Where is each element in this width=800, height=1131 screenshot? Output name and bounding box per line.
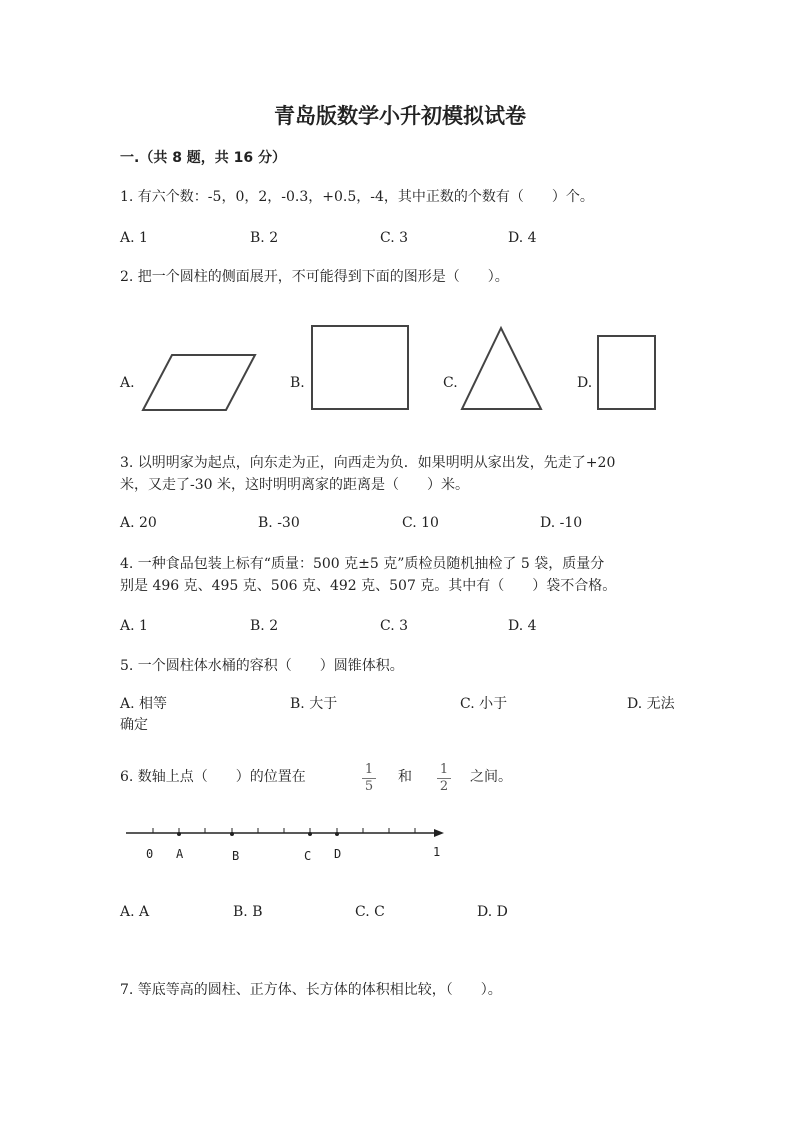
number-line-label-d: D [334,847,342,861]
question-5: 5. 一个圆柱体水桶的容积（ ）圆锥体积。 [120,658,404,674]
q6-option-c: C. C [355,904,385,920]
fraction-denominator: 2 [439,779,449,794]
q4-option-b: B. 2 [250,618,279,634]
q1-option-c: C. 3 [380,230,409,246]
fraction-denominator: 5 [364,779,374,794]
question-3-line2: 米，又走了-30 米，这时明明离家的距离是（ ）米。 [120,477,469,493]
q6-option-a: A. A [120,904,150,920]
square-shape [312,326,408,409]
q5-option-d: D. 无法 [627,696,675,712]
q2-option-d: D. [577,375,593,391]
number-line-label-b: B [232,849,240,863]
number-line-label-1: 1 [433,845,441,859]
question-6-text: 6. 数轴上点（ ）的位置在 [120,769,306,785]
q5-option-c: C. 小于 [460,696,508,712]
q2-option-a: A. [120,375,135,391]
rectangle-shape [598,336,655,409]
question-3-line1: 3. 以明明家为起点，向东走为正，向西走为负．如果明明从家出发，先走了+20 [120,455,616,471]
question-6-end: 之间。 [470,769,512,785]
parallelogram-shape [143,355,255,410]
q5-option-d-wrap: 确定 [120,717,148,733]
question-6-and: 和 [398,769,412,785]
q4-option-c: C. 3 [380,618,409,634]
question-7: 7. 等底等高的圆柱、正方体、长方体的体积相比较，（ ）。 [120,982,502,998]
number-line-label-a: A [176,847,184,861]
q5-option-a: A. 相等 [120,696,168,712]
q2-option-b: B. [290,375,305,391]
number-line-label-c: C [304,849,312,863]
fraction-numerator: 1 [437,762,451,779]
q3-option-d: D. -10 [540,515,583,531]
section-heading: 一.（共 8 题，共 16 分） [120,150,287,166]
fraction-one-fifth [362,762,376,795]
q4-option-d: D. 4 [508,618,537,634]
q3-option-a: A. 20 [120,515,157,531]
q6-option-b: B. B [233,904,263,920]
q4-option-a: A. 1 [120,618,148,634]
number-line [126,828,444,837]
question-4-line1: 4. 一种食品包装上标有“质量：500 克±5 克”质检员随机抽检了 5 袋，质量分 [120,556,605,572]
question-2: 2. 把一个圆柱的侧面展开，不可能得到下面的图形是（ ）。 [120,269,509,285]
page-title: 青岛版数学小升初模拟试卷 [274,104,526,128]
number-line-label-0: 0 [146,847,154,861]
triangle-shape [462,328,541,409]
q2-option-c: C. [443,375,458,391]
q3-option-c: C. 10 [402,515,439,531]
q5-option-b: B. 大于 [290,696,338,712]
q3-option-b: B. -30 [258,515,300,531]
fraction-numerator: 1 [362,762,376,779]
q6-option-d: D. D [477,904,508,920]
q1-option-d: D. 4 [508,230,537,246]
q1-option-a: A. 1 [120,230,148,246]
question-4-line2: 别是 496 克、495 克、506 克、492 克、507 克。其中有（ ）袋不合格。 [120,578,617,594]
question-1: 1. 有六个数：-5，0，2，-0.3，+0.5，-4，其中正数的个数有（ ）个。 [120,189,594,205]
q1-option-b: B. 2 [250,230,279,246]
fraction-one-half [437,762,451,795]
